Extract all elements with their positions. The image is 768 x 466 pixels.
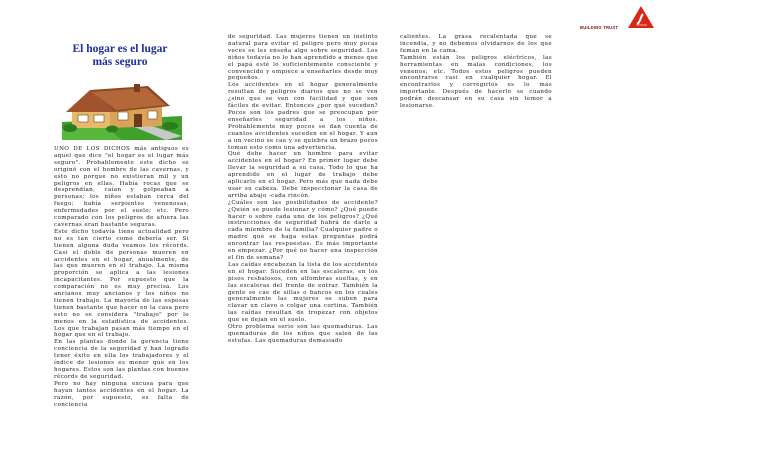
paragraph: UNO DE LOS DICHOS más antiguos es aquel que dice "el hogar es el lugar más seguro". Probablemente este dicho se originó con el hombre de las cavernas, y esto no porque no existieran mil y un peligros en ellas. Había rocas que se desprendían, caían y golpeaban a personas; los niños estaban cerca del fuego; había serpientes venenosas, enfermedades por el suelo; etc. Pero comparado con los peligros de afuera las cavernas eran bastante seguras.: [54, 146, 189, 228]
article-title-line-1: El hogar es el lugar: [72, 43, 168, 55]
article-title-line-2: más seguro: [92, 55, 148, 68]
paragraph: Qué debe hacer un hombre para evitar accidentes en el hogar? En primer lugar debe llevar la seguridad a su casa. Todo lo que ha aprendido en el lugar de trabajo debe aplicarlo en el hogar. Pero más que nada debe usar su cabeza. Debe inspeccionar la casa de arriba abajo -cada rincón.: [228, 151, 378, 199]
paragraph: En las plantas donde la gerencia tiene conciencia de la seguridad y han logrado tener éxito en ella los trabajadores y el índice de lesiones es menor que en los hogares. Estos son las plantas con buenos récords de seguridad.: [54, 339, 189, 380]
article-title: [60, 43, 180, 68]
paragraph: Las caídas encabezan la lista de los accidentes en el hogar. Suceden en las escaleras, en los pisos resbalosos, con alfombras sueltas, y en las escaleras del frente de entrar. También la gente se cae de sillas o bancos en los cuales generalmente las mujeres se suben para clavar un clavo o colgar una cortina. También las caídas resultan de tropezar con objetos que se dejan en el suelo.: [228, 261, 378, 324]
paragraph: ¿Cuáles son las posibilidades de accidente? ¿Quién se puede lesionar y cómo? ¿Qué puede hacer o sobre cada uno de los peligros? ¿Qué instrucciones de seguridad habrá de darle a cada miembro de la familia? Cualquier padre o madre que se haga estas preguntas podrá encontrar las respuestas. Es más importante en empezar. ¿Por qué no hacer una inspección el fin de semana?: [228, 199, 378, 261]
paragraph: También están los peligros eléctricos, las herramientas en malas condiciones, los venenos; etc. Todos estos peligros pueden encontrarse casi en cualquier hogar. El encontrarlos y corregirlos es lo más importante. Después de hacerlo se cuando podrán descansar en su casa sin temor a lesionarse.: [400, 54, 552, 110]
paragraph: Los accidentes en el hogar generalmente resultan de peligros diarios que no se ven ¿sino que se ven con facilidad y que son fáciles de evitar. Entonces ¿por qué suceden? Pocos son los padres que se preocupan por enseñarles seguridad a los niños. Probablemente muy pocos se dan cuenta de cuantos accidentes suceden en el hogar. Y aun a un vecino se cae y se quiebra un brazo pocos toman esto como una advertencia.: [228, 82, 378, 151]
article-column-3: [400, 34, 552, 110]
article-column-1: [54, 146, 189, 408]
brand-tagline: BUILDING TRUST: [580, 25, 619, 30]
house-illustration-icon: [62, 84, 182, 140]
paragraph: Pero no hay ninguna excusa para que hayan tantos accidentes en el hogar. La razón, por supuesto, es falta de conciencia: [54, 380, 189, 408]
paragraph: Este dicho todavía tiene actualidad pero no es tan cierto como debería ser. Si tienen alguna duda veamos los récords. Casi el doble de personas mueren en accidentes en el hogar, anualmente, de las que mueren en el trabajo. La misma proporción se aplica a las lesiones incapacitantes. Por supuesto que la comparación no es muy precisa. Los ancianos muy ancianos y los niños no tienen trabajo. La mayoría de las esposas tienen bastante que hacer en la casa pero esto no se considera "trabajo" por lo menos en la estadística de accidentes. Los que trabajan pasan más tiempo en el hogar que en el trabajo.: [54, 228, 189, 339]
paragraph: de seguridad. Las mujeres tienen un instinto natural para evitar el peligro pero muy pocas veces se les enseña algo sobre seguridad. Los niños todavía no lo han aprendido a menos que el papá esté lo suficientemente consciente y convencido y empiece a enseñarles desde muy pequeños.: [228, 34, 378, 82]
paragraph: Otro problema serio son las quemaduras. Las quemaduras de los niños que salen de las estufas. Las quemaduras demasiado: [228, 324, 378, 344]
article-column-2: [228, 34, 378, 345]
paragraph: calientes. La grasa recalentada que se incendia, y no debemos olvidarnos de los que fuman en la cama.: [400, 34, 552, 54]
sika-triangle-logo-icon: [627, 5, 655, 29]
